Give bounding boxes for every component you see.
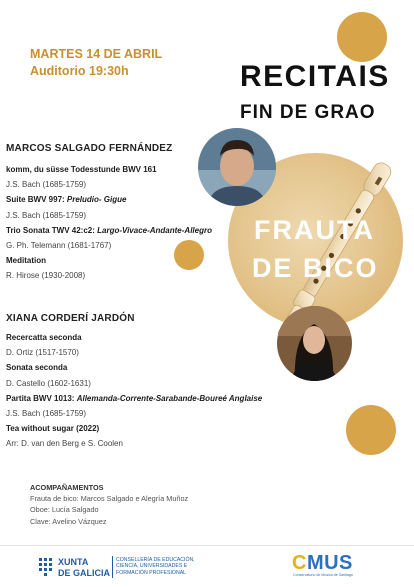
instrument-title-line1: FRAUTA: [254, 215, 375, 245]
program-work: Recercatta seconda: [6, 333, 82, 342]
decorative-dot-top: [337, 12, 387, 62]
program-work: Partita BWV 1013: Allemanda-Corrente-Sarabande-Boureé Anglaise: [6, 393, 263, 403]
program-composer: J.S. Bach (1685-1759): [6, 180, 87, 190]
program-list: [6, 330, 263, 452]
credit-line: Oboe: Lucía Salgado: [30, 505, 99, 515]
credit-line: Frauta de bico: Marcos Salgado e Alegría Muñoz: [30, 494, 189, 504]
instrument-title-line2: DE BICO: [252, 253, 379, 283]
cmus-subtitle: Conservatorio de Música de Santiago: [293, 573, 353, 577]
program-composer: Arr: D. van den Berg e S. Coolen: [6, 439, 123, 449]
accompaniment-credits: [30, 482, 188, 527]
performer-name: MARCOS SALGADO FERNÁNDEZ: [6, 143, 173, 154]
program-composer: G. Ph. Telemann (1681-1767): [6, 240, 112, 250]
footer-separator: [112, 556, 113, 578]
cmus-logo: CMUS: [292, 552, 353, 574]
program-work: Suite BWV 997: Preludio- Gigue: [6, 195, 127, 205]
performer-name: XIANA CORDERÍ JARDÓN: [6, 313, 135, 324]
decorative-dot-bottom: [346, 405, 396, 455]
poster-title: RECITAIS: [240, 60, 390, 93]
program-composer: J.S. Bach (1685-1759): [6, 210, 87, 220]
event-date: MARTES 14 DE ABRIL: [30, 47, 163, 61]
xunta-galicia-logo: [38, 557, 54, 577]
credit-line: Clave: Avelino Vázquez: [30, 516, 107, 526]
program-composer: D. Castello (1602-1631): [6, 378, 91, 388]
performer-photo-female: [277, 306, 352, 381]
xunta-name: XUNTA DE GALICIA: [58, 557, 111, 578]
program-work: Meditation: [6, 256, 46, 266]
program-work: Trio Sonata TWV 42:c2: Largo-Vivace-Andante-Allegro: [6, 225, 212, 235]
program-composer: R. Hirose (1930-2008): [6, 271, 86, 281]
program-work: Sonata seconda: [6, 363, 68, 373]
footer-divider: [0, 545, 414, 546]
program-composer: J.S. Bach (1685-1759): [6, 408, 87, 418]
program-composer: D. Ortiz (1517-1570): [6, 348, 79, 358]
program-work: Tea without sugar (2022): [6, 424, 100, 434]
credits-heading: ACOMPAÑAMENTOS: [30, 483, 104, 492]
poster-subtitle: FIN DE GRAO: [240, 102, 376, 123]
program-list: [6, 162, 256, 284]
program-work: komm, du süsse Todesstunde BWV 161: [6, 165, 157, 174]
event-venue-time: Auditorio 19:30h: [30, 64, 129, 78]
department-name: CONSELLERÍA DE EDUCACIÓN, CIENCIA, UNIVERSIDADES E FORMACIÓN PROFESIONAL: [116, 557, 195, 576]
